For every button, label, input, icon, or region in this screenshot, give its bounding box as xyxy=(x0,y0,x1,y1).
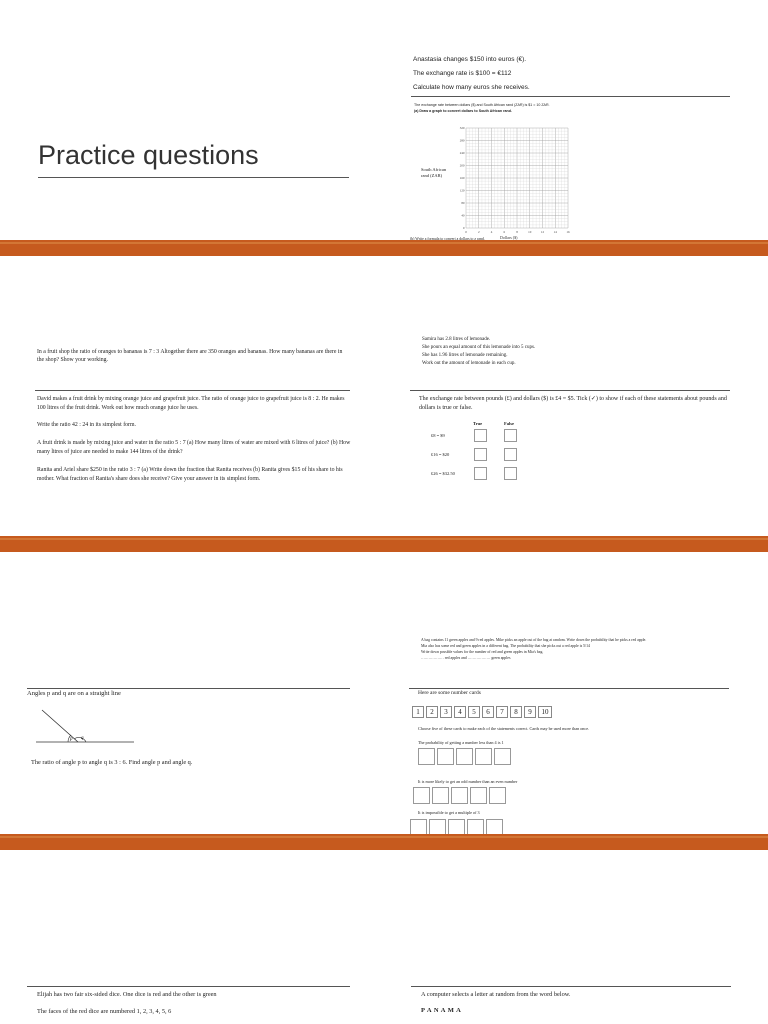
lemonade-line-3: She has 1.96 litres of lemonade remaining. xyxy=(422,353,508,358)
angles-question: Angles p and q are on a straight line xyxy=(27,690,121,697)
choose-instruction: Choose five of these cards to make each of the statements correct. Cards may be used more than once. xyxy=(418,726,590,731)
question-fruit-drink: David makes a fruit drink by mixing orange juice and grapefruit juice. The ratio of orange juice to grapefruit juice is 8 : 2. He makes 100 litres of the fruit drink. Work out how much orange juice he uses. xyxy=(37,396,345,411)
ratio-rule xyxy=(35,390,350,391)
straight-line-angle-diagram xyxy=(34,706,138,746)
word-panama: P A N A M A xyxy=(421,1007,462,1014)
x-tick-label: 6 xyxy=(503,230,506,234)
answer-box[interactable] xyxy=(494,748,511,765)
true-checkbox-1[interactable] xyxy=(474,429,487,442)
number-cards-row xyxy=(412,706,552,718)
number-card: 1 xyxy=(412,706,424,718)
slide-angles xyxy=(0,552,384,792)
cards-rule xyxy=(409,688,729,689)
slide-panama xyxy=(384,850,768,1024)
x-tick-label: 0 xyxy=(465,230,467,234)
page-title: Practice questions xyxy=(38,140,259,170)
answer-box[interactable] xyxy=(418,748,435,765)
y-tick-label: 40 xyxy=(461,213,465,218)
lemonade-line-2: She pours an equal amount of this lemonade into 5 cups. xyxy=(422,345,536,350)
answer-boxes-1 xyxy=(418,748,511,765)
slide-divider-band xyxy=(0,834,768,850)
true-checkbox-3[interactable] xyxy=(474,467,487,480)
apples-text-2: Mia also has some red and green apples in a different bag. The probability that she picks out a red apple is 5/14 xyxy=(421,644,590,648)
number-card: 4 xyxy=(454,706,466,718)
answer-box[interactable] xyxy=(470,787,487,804)
anastasia-line-1: Anastasia changes $150 into euros (€). xyxy=(413,56,527,63)
x-tick-label: 14 xyxy=(553,230,557,234)
column-true: True xyxy=(473,421,483,426)
answer-box[interactable] xyxy=(456,748,473,765)
y-tick-label: 160 xyxy=(459,176,465,181)
slide-probability-cards xyxy=(384,552,768,792)
panama-rule xyxy=(411,986,731,987)
dice-text-2: The faces of the red dice are numbered 1, 2, 3, 4, 5, 6 xyxy=(37,1008,172,1015)
false-checkbox-1[interactable] xyxy=(504,429,517,442)
conversion-graph-grid xyxy=(454,122,574,240)
slide-lemonade-exchange xyxy=(384,256,768,496)
graph-part-a: (a) Draw a graph to convert dollars to South African rand. xyxy=(414,109,512,113)
dice-rule xyxy=(27,986,350,987)
statement-row-3: £26 = $32.50 xyxy=(431,471,455,476)
computer-text: A computer selects a letter at random from the word below. xyxy=(421,991,571,998)
answer-boxes-2 xyxy=(413,787,506,804)
number-card: 9 xyxy=(524,706,536,718)
number-card: 2 xyxy=(426,706,438,718)
graph-y-label-2: rand (ZAR) xyxy=(421,173,443,178)
y-tick-label: 80 xyxy=(461,201,465,206)
title-rule xyxy=(38,177,349,178)
anastasia-line-2: The exchange rate is $100 = €112 xyxy=(413,70,512,77)
slide-exchange-rate xyxy=(384,0,768,240)
slide-divider-band xyxy=(0,536,768,552)
lemonade-line-1: Samira has 2.8 litres of lemonade. xyxy=(422,337,491,342)
y-tick-label: 240 xyxy=(459,151,465,156)
answer-box[interactable] xyxy=(489,787,506,804)
x-tick-label: 8 xyxy=(516,230,518,234)
question-juice-water: A fruit drink is made by mixing juice and water in the ratio 5 : 7 (a) How many litres of water are mixed with 6 litres of juice? (b) How many litres of juice are needed to make 144 litres of the drink? xyxy=(37,440,351,455)
number-card: 10 xyxy=(538,706,552,718)
false-checkbox-3[interactable] xyxy=(504,467,517,480)
question-oranges-bananas: In a fruit shop the ratio of oranges to bananas is 7 : 3 Altogether there are 350 oranges and bananas. How many bananas are there in the shop? Show your working. xyxy=(37,349,343,363)
graph-intro: The exchange rate between dollars ($) and South African rand (ZAR) is $1 = 10 ZAR. xyxy=(414,103,550,107)
answer-box[interactable] xyxy=(432,787,449,804)
statement-row-2: £16 = $20 xyxy=(431,452,450,457)
question-simplest-form: Write the ratio 42 : 24 in its simplest form. xyxy=(37,422,136,428)
column-false: False xyxy=(504,421,514,426)
slide-divider-band xyxy=(0,240,768,256)
cards-intro: Here are some number cards xyxy=(418,690,481,696)
lemonade-rule xyxy=(410,390,730,391)
graph-y-label-1: South African xyxy=(421,167,447,172)
true-checkbox-2[interactable] xyxy=(474,448,487,461)
y-tick-label: 320 xyxy=(459,126,465,131)
graph-part-b: (b) Write a formula to convert a dollars to z rand. xyxy=(410,237,485,240)
angles-rule xyxy=(27,688,350,689)
question-ranita-ariel: Ranita and Ariel share $250 in the ratio 3 : 7 (a) Write down the fraction that Ranita receives (b) Ranita gives $15 of his share to his mother. What fraction of Ranita's share does she receive? Give your answer in its simplest form. xyxy=(37,467,343,482)
x-tick-label: 12 xyxy=(540,230,545,234)
x-tick-label: 10 xyxy=(528,230,532,234)
number-card: 8 xyxy=(510,706,522,718)
slide-ratio-questions xyxy=(0,256,384,496)
answer-box[interactable] xyxy=(451,787,468,804)
slide-dice xyxy=(0,850,384,1024)
statement-multiple-of-3: It is impossible to get a multiple of 3 xyxy=(418,810,480,815)
lemonade-line-4: Work out the amount of lemonade in each cup. xyxy=(422,361,516,366)
x-tick-label: 2 xyxy=(477,230,480,234)
number-card: 7 xyxy=(496,706,508,718)
apples-text-1: A bag contains 11 green apples and 9 red apples. Mike picks an apple out of the bag at random. Write down the probability that he picks a red apple. xyxy=(421,638,647,642)
y-tick-label: 120 xyxy=(459,188,465,193)
statement-odd-even: It is more likely to get an odd number than an even number xyxy=(418,779,518,784)
graph-y-tick-labels xyxy=(460,126,465,230)
false-checkbox-2[interactable] xyxy=(504,448,517,461)
answer-box[interactable] xyxy=(437,748,454,765)
exchange-rule xyxy=(411,96,730,97)
anastasia-line-3: Calculate how many euros she receives. xyxy=(413,84,530,91)
graph-x-tick-labels xyxy=(465,230,570,234)
apples-text-3: Write down possible values for the number of red and green apples in Mia's bag. xyxy=(421,650,544,654)
number-card: 5 xyxy=(468,706,480,718)
y-tick-label: 200 xyxy=(459,163,465,168)
pounds-dollars-question: The exchange rate between pounds (£) and dollars ($) is £4 = $5. Tick (✓) to show if each of these statements about pounds and dollars is true or false. xyxy=(419,396,727,411)
angle-ratio-question: The ratio of angle p to angle q is 3 : 6. Find angle p and angle q. xyxy=(31,759,193,766)
y-tick-label: 0 xyxy=(462,226,465,231)
graph-x-axis-label: Dollars ($) xyxy=(500,235,518,240)
statement-less-than-4: The probability of getting a number less than 4 is 1 xyxy=(418,740,504,745)
x-tick-label: 16 xyxy=(566,230,570,234)
number-card: 3 xyxy=(440,706,452,718)
angle-p-label: p xyxy=(70,737,73,742)
number-card: 6 xyxy=(482,706,494,718)
graph-grid-lines xyxy=(466,128,568,228)
angle-q-label: q xyxy=(81,736,84,741)
apples-text-4: ……………… red apples and ……………… green apples xyxy=(421,656,511,660)
answer-box[interactable] xyxy=(413,787,430,804)
x-tick-label: 4 xyxy=(490,230,493,234)
y-tick-label: 280 xyxy=(459,138,465,143)
slide-practice-title xyxy=(0,0,384,240)
dice-text-1: Elijah has two fair six-sided dice. One dice is red and the other is green xyxy=(37,991,217,998)
statement-row-1: £8 = $9 xyxy=(431,433,445,438)
answer-box[interactable] xyxy=(475,748,492,765)
